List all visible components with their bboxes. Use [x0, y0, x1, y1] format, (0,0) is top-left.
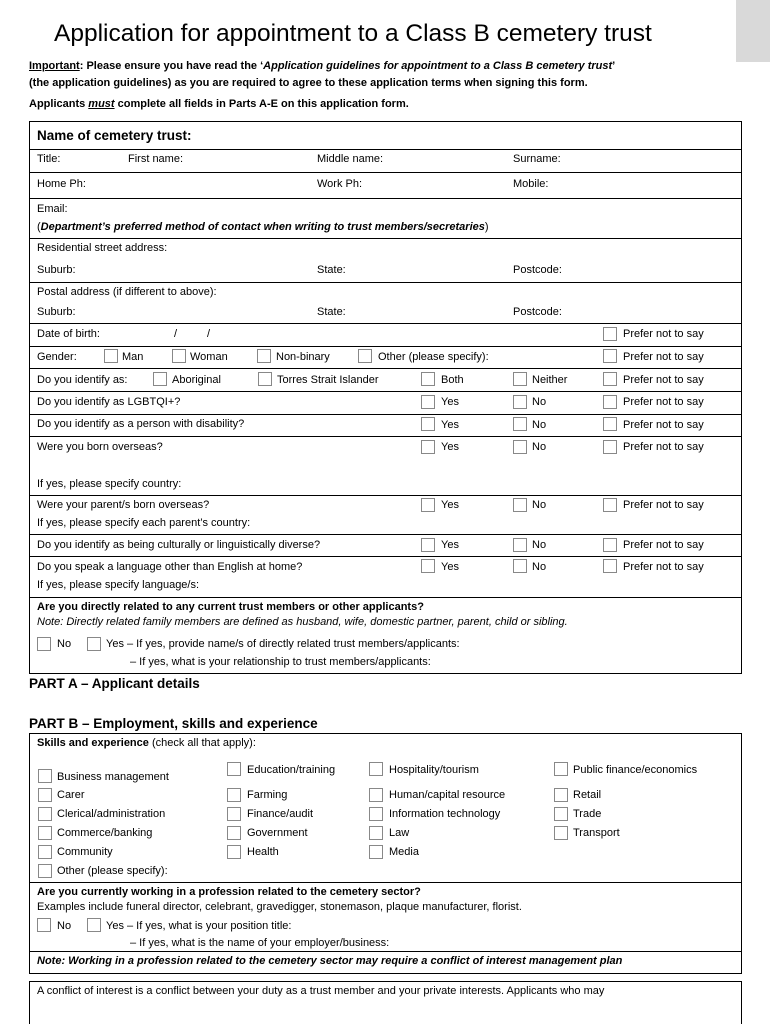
parents-country-label: If yes, please specify each parent’s country:: [37, 517, 251, 529]
language-question: Do you speak a language other than English at home?: [37, 561, 303, 573]
skill-label: Public finance/economics: [573, 764, 698, 776]
skill-clerical-checkbox[interactable]: [38, 807, 52, 821]
working-no-checkbox[interactable]: [37, 918, 51, 932]
prefer-label: Prefer not to say: [623, 441, 704, 453]
no-label: No: [57, 638, 72, 650]
intro-text: Applicants: [29, 98, 89, 110]
skill-label: Community: [57, 846, 113, 858]
lgbtqi-prefer-checkbox[interactable]: [603, 395, 617, 409]
language-yes-checkbox[interactable]: [421, 559, 435, 573]
disability-yes-checkbox[interactable]: [421, 417, 435, 431]
aboriginal-checkbox[interactable]: [153, 372, 167, 386]
skill-finance-checkbox[interactable]: [227, 807, 241, 821]
related-note: Note: Directly related family members are defined as husband, wife, domestic partner, parent, child or sibling.: [37, 616, 568, 628]
working-examples: Examples include funeral director, celebrant, gravedigger, stonemason, plaque manufacturer, florist.: [37, 901, 522, 913]
skill-label: Health: [247, 846, 279, 858]
no-label: No: [532, 419, 547, 431]
intro-line-2: (the application guidelines) as you are required to agree to these application terms when signing this form.: [29, 77, 588, 89]
related-yes-label: Yes – If yes, provide name/s of directly related trust members/applicants:: [106, 638, 460, 650]
skill-public-finance-checkbox[interactable]: [554, 762, 568, 776]
state-label: State:: [317, 306, 346, 318]
paren: (: [37, 221, 41, 233]
neither-checkbox[interactable]: [513, 372, 527, 386]
skill-carer-checkbox[interactable]: [38, 788, 52, 802]
related-no-checkbox[interactable]: [37, 637, 51, 651]
part-a-form: [29, 121, 742, 674]
prefer-label: Prefer not to say: [623, 561, 704, 573]
gender-nonbinary-checkbox[interactable]: [257, 349, 271, 363]
skill-label: Government: [247, 827, 308, 839]
tsi-checkbox[interactable]: [258, 372, 272, 386]
suburb-label: Suburb:: [37, 306, 76, 318]
conflict-text: A conflict of interest is a conflict between your duty as a trust member and your private interests. Applicants who may: [37, 985, 605, 997]
yes-label: Yes: [441, 499, 459, 511]
parents-no-checkbox[interactable]: [513, 498, 527, 512]
dob-separator: /: [207, 328, 211, 340]
work-ph-label: Work Ph:: [317, 178, 363, 190]
skill-media-checkbox[interactable]: [369, 845, 383, 859]
residential-label: Residential street address:: [37, 242, 168, 254]
intro-line-3: [29, 98, 409, 110]
skill-commerce-checkbox[interactable]: [38, 826, 52, 840]
skills-heading: Skills and experience: [37, 737, 149, 749]
title-label: Title:: [37, 153, 61, 165]
related-question: Are you directly related to any current trust members or other applicants?: [37, 601, 424, 613]
parents-prefer-checkbox[interactable]: [603, 498, 617, 512]
part-b-heading: PART B – Employment, skills and experience: [29, 716, 318, 731]
country-label: If yes, please specify country:: [37, 478, 182, 490]
parents-overseas-question: Were your parent/s born overseas?: [37, 499, 210, 511]
skill-government-checkbox[interactable]: [227, 826, 241, 840]
gender-prefer-checkbox[interactable]: [603, 349, 617, 363]
skills-label: [37, 737, 256, 749]
conflict-box: [29, 981, 742, 1024]
skill-transport-checkbox[interactable]: [554, 826, 568, 840]
born-no-checkbox[interactable]: [513, 440, 527, 454]
skill-label: Business management: [57, 771, 169, 783]
skill-other-checkbox[interactable]: [38, 864, 52, 878]
skill-trade-checkbox[interactable]: [554, 807, 568, 821]
postal-label: Postal address (if different to above):: [37, 286, 217, 298]
email-label: Email:: [37, 203, 68, 215]
gender-woman-checkbox[interactable]: [172, 349, 186, 363]
language-prefer-checkbox[interactable]: [603, 559, 617, 573]
part-a-heading: PART A – Applicant details: [29, 676, 200, 691]
language-no-checkbox[interactable]: [513, 559, 527, 573]
home-ph-label: Home Ph:: [37, 178, 86, 190]
middle-name-label: Middle name:: [317, 153, 384, 165]
working-yes-label: Yes – If yes, what is your position title:: [106, 920, 292, 932]
cald-yes-checkbox[interactable]: [421, 538, 435, 552]
skill-label: Finance/audit: [247, 808, 314, 820]
prefer-label: Prefer not to say: [623, 396, 704, 408]
skill-retail-checkbox[interactable]: [554, 788, 568, 802]
first-name-label: First name:: [128, 153, 184, 165]
dob-label: Date of birth:: [37, 328, 100, 340]
skill-label: Farming: [247, 789, 288, 801]
skill-label: Commerce/banking: [57, 827, 153, 839]
intro-text: complete all fields in Parts A-E on this application form.: [114, 98, 409, 110]
prefer-label: Prefer not to say: [623, 539, 704, 551]
lgbtqi-no-checkbox[interactable]: [513, 395, 527, 409]
part-b-form: [29, 733, 742, 974]
postcode-label: Postcode:: [513, 306, 562, 318]
cald-prefer-checkbox[interactable]: [603, 538, 617, 552]
no-label: No: [57, 920, 72, 932]
no-label: No: [532, 539, 547, 551]
skill-human-resource-checkbox[interactable]: [369, 788, 383, 802]
skill-label: Law: [389, 827, 410, 839]
disability-prefer-checkbox[interactable]: [603, 417, 617, 431]
skill-health-checkbox[interactable]: [227, 845, 241, 859]
page-title: Application for appointment to a Class B cemetery trust: [54, 20, 652, 47]
employer-label: – If yes, what is the name of your employer/business:: [130, 937, 390, 949]
skill-label: Media: [389, 846, 419, 858]
woman-label: Woman: [190, 351, 228, 363]
yes-label: Yes: [441, 561, 459, 573]
email-note-text: Department’s preferred method of contact when writing to trust members/secretaries: [40, 221, 485, 233]
neither-label: Neither: [532, 374, 568, 386]
prefer-label: Prefer not to say: [623, 374, 704, 386]
paren: ): [484, 221, 489, 233]
born-prefer-checkbox[interactable]: [603, 440, 617, 454]
skill-farming-checkbox[interactable]: [227, 788, 241, 802]
cald-question: Do you identify as being culturally or linguistically diverse?: [37, 539, 321, 551]
yes-label: Yes: [441, 419, 459, 431]
no-label: No: [532, 561, 547, 573]
skill-it-checkbox[interactable]: [369, 807, 383, 821]
no-label: No: [532, 441, 547, 453]
identify-prefer-checkbox[interactable]: [603, 372, 617, 386]
gender-man-checkbox[interactable]: [104, 349, 118, 363]
nonbinary-label: Non-binary: [276, 351, 330, 363]
skill-label: Information technology: [389, 808, 501, 820]
both-label: Both: [441, 374, 464, 386]
lgbtqi-question: Do you identify as LGBTQI+?: [37, 396, 181, 408]
mobile-label: Mobile:: [513, 178, 549, 190]
prefer-label: Prefer not to say: [623, 499, 704, 511]
state-label: State:: [317, 264, 346, 276]
trust-name-label: Name of cemetery trust:: [37, 128, 192, 143]
both-checkbox[interactable]: [421, 372, 435, 386]
born-yes-checkbox[interactable]: [421, 440, 435, 454]
must-emphasis: must: [88, 98, 115, 110]
parents-yes-checkbox[interactable]: [421, 498, 435, 512]
skill-label: Other (please specify):: [57, 865, 168, 877]
surname-label: Surname:: [513, 153, 561, 165]
suburb-label: Suburb:: [37, 264, 76, 276]
skill-law-checkbox[interactable]: [369, 826, 383, 840]
prefer-label: Prefer not to say: [623, 419, 704, 431]
skill-label: Education/training: [247, 764, 336, 776]
related-relationship-label: – If yes, what is your relationship to trust members/applicants:: [130, 656, 431, 668]
skill-label: Trade: [573, 808, 602, 820]
born-overseas-question: Were you born overseas?: [37, 441, 163, 453]
no-label: No: [532, 396, 547, 408]
aboriginal-label: Aboriginal: [172, 374, 221, 386]
yes-label: Yes: [441, 441, 459, 453]
skill-label: Human/capital resource: [389, 789, 506, 801]
prefer-label: Prefer not to say: [623, 351, 704, 363]
dob-prefer-checkbox[interactable]: [603, 327, 617, 341]
yes-label: Yes: [441, 539, 459, 551]
lgbtqi-yes-checkbox[interactable]: [421, 395, 435, 409]
skills-instruction: (check all that apply):: [148, 737, 256, 749]
skill-label: Retail: [573, 789, 602, 801]
skill-education-checkbox[interactable]: [227, 762, 241, 776]
intro-text: ’: [612, 60, 616, 72]
skill-label: Hospitality/tourism: [389, 764, 479, 776]
skill-label: Carer: [57, 789, 85, 801]
skill-business-checkbox[interactable]: [38, 769, 52, 783]
disability-question: Do you identify as a person with disability?: [37, 418, 245, 430]
gender-label: Gender:: [37, 351, 77, 363]
man-label: Man: [122, 351, 144, 363]
conflict-note: Note: Working in a profession related to the cemetery sector may require a conflict of interest management plan: [37, 955, 623, 967]
skill-hospitality-checkbox[interactable]: [369, 762, 383, 776]
postcode-label: Postcode:: [513, 264, 562, 276]
related-yes-checkbox[interactable]: [87, 637, 101, 651]
gender-other-checkbox[interactable]: [358, 349, 372, 363]
skill-label: Clerical/administration: [57, 808, 166, 820]
other-specify-label: Other (please specify):: [378, 351, 489, 363]
yes-label: Yes: [441, 396, 459, 408]
guidelines-title: Application guidelines for appointment to a Class B cemetery trust: [263, 60, 613, 72]
email-note: [37, 221, 489, 233]
dob-separator: /: [174, 328, 178, 340]
disability-no-checkbox[interactable]: [513, 417, 527, 431]
page-corner-tab: [736, 0, 770, 62]
cald-no-checkbox[interactable]: [513, 538, 527, 552]
languages-label: If yes, please specify language/s:: [37, 579, 200, 591]
important-label: Important: [29, 60, 80, 72]
no-label: No: [532, 499, 547, 511]
tsi-label: Torres Strait Islander: [277, 374, 379, 386]
intro-text: : Please ensure you have read the ‘: [79, 60, 264, 72]
skill-community-checkbox[interactable]: [38, 845, 52, 859]
prefer-label: Prefer not to say: [623, 328, 704, 340]
skill-label: Transport: [573, 827, 620, 839]
identify-as-label: Do you identify as:: [37, 374, 128, 386]
working-yes-checkbox[interactable]: [87, 918, 101, 932]
intro-line-1: [29, 60, 615, 72]
working-question: Are you currently working in a profession related to the cemetery sector?: [37, 886, 421, 898]
